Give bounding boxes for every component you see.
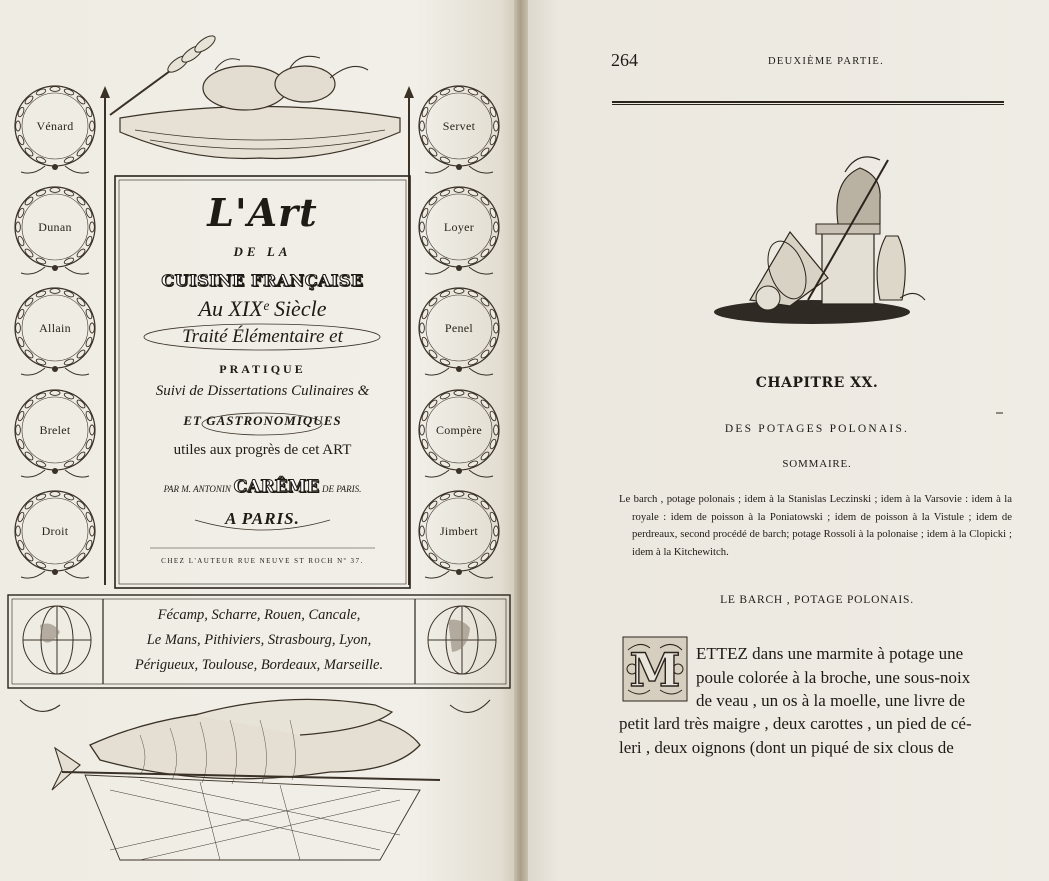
chef-medallion: Compère — [435, 422, 483, 437]
chef-medallion: Loyer — [443, 219, 475, 234]
chef-medallion: Dunan — [38, 219, 72, 234]
chef-medallion: Vénard — [36, 118, 74, 133]
running-head: DEUXIÈME PARTIE. — [768, 56, 885, 67]
recipe-body-indented — [696, 642, 1014, 713]
title-gastronomiques: ET GASTRONOMIQUES — [183, 413, 342, 428]
publisher-address: CHEZ L'AUTEUR RUE NEUVE ST ROCH Nº 37. — [161, 557, 364, 565]
body-line: de veau , un os à la moelle, une livre de — [696, 691, 966, 710]
body-line: leri , deux oignons (dont un piqué de six clous de — [619, 737, 954, 757]
author-de-paris: DE PARIS. — [322, 484, 362, 494]
title-de-la: DE LA — [233, 244, 292, 259]
chapter-heading: CHAPITRE XX. — [755, 375, 879, 391]
chef-medallion: Droit — [41, 523, 69, 538]
chef-medallion: Allain — [39, 320, 71, 335]
title-suivi: Suivi de Dissertations Culinaires & — [155, 383, 370, 399]
section-heading: DES POTAGES POLONAIS. — [724, 423, 910, 435]
chef-medallion: Penel — [444, 320, 474, 335]
title-pratique: PRATIQUE — [219, 362, 306, 376]
drop-cap-letter: M — [629, 643, 681, 697]
title-traite: Traité Élémentaire et — [182, 326, 343, 347]
author-par: PAR M. ANTONIN — [163, 484, 231, 494]
title-lart: L'Art — [207, 190, 318, 235]
sommaire-heading: SOMMAIRE. — [782, 458, 852, 470]
cities-line: Le Mans, Pithiviers, Strasbourg, Lyon, — [146, 632, 372, 648]
body-line: poule colorée à la broche, une sous-noix — [696, 667, 971, 687]
author-line — [115, 477, 410, 497]
cities-line: Fécamp, Scharre, Rouen, Cancale, — [157, 607, 361, 623]
chef-medallion: Servet — [442, 118, 476, 133]
chef-medallion: Brelet — [39, 422, 71, 437]
imprint-place: A PARIS. — [225, 509, 300, 528]
chef-medallion: Jimbert — [439, 523, 479, 538]
author-name: CARÊME — [233, 477, 320, 497]
sommaire-text: Le barch , potage polonais ; idem à la Stanislas Leczinski ; idem à la Varsovie : idem à la royale : idem de poisson à la Poniatowski ; idem de poisson à la Vistule ; idem de perdreaux, second procédé de barch; potage Rossoli à la polonaise ; idem à la Clopicki ; idem à la Kitchewitch. — [619, 493, 1012, 558]
title-siecle: Au XIXᵉ Siècle — [198, 296, 327, 321]
body-line: ETTEZ dans une marmite à potage une — [696, 644, 964, 663]
recipe-heading: LE BARCH , POTAGE POLONAIS. — [720, 594, 914, 606]
page-number: 264 — [611, 50, 638, 70]
cities-band — [107, 600, 411, 680]
recipe-body-full — [619, 712, 1014, 759]
cities-line: Périgueux, Toulouse, Bordeaux, Marseille. — [134, 657, 384, 673]
title-utiles: utiles aux progrès de cet ART — [173, 442, 352, 458]
drop-cap-ornament — [622, 636, 688, 702]
header-rule — [612, 101, 1004, 105]
title-block — [115, 176, 410, 588]
body-line: petit lard très maigre , deux carottes , un pied de cé- — [619, 714, 972, 733]
title-cuisine-francaise: CUISINE FRANÇAISE — [161, 271, 364, 290]
